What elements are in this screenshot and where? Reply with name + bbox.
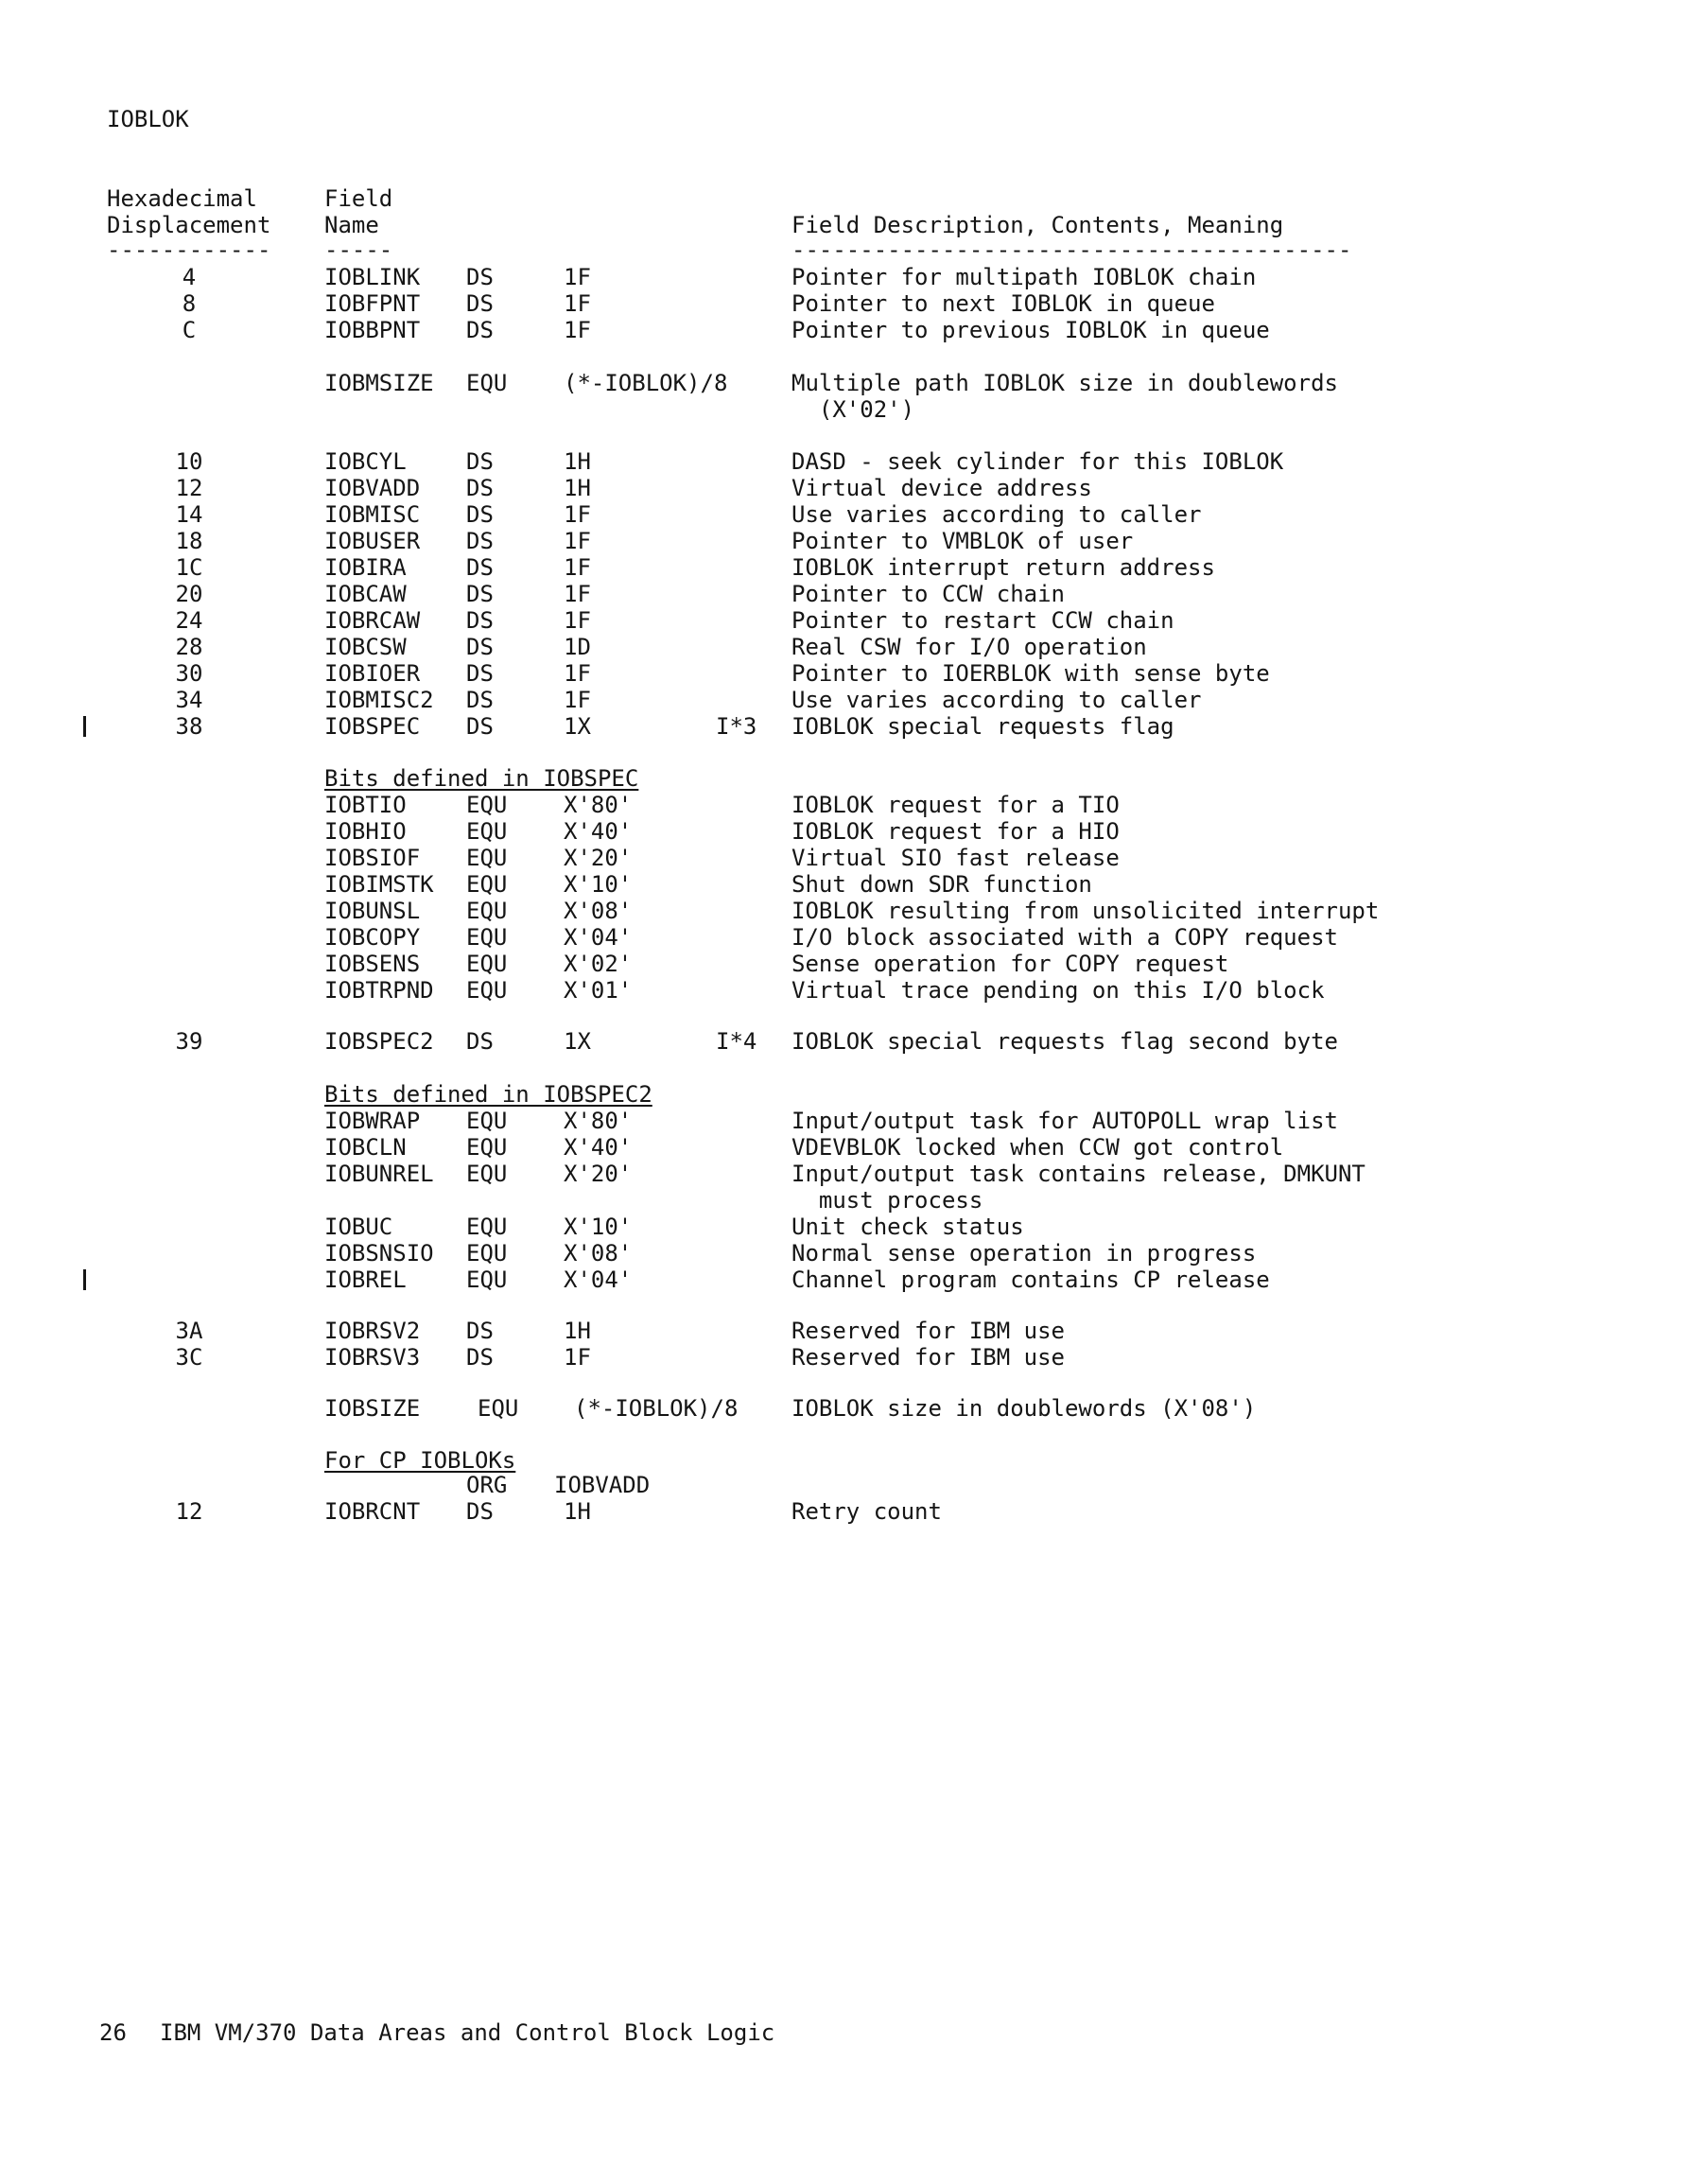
row-field-name: IOBWRAP bbox=[324, 1108, 421, 1134]
row-description: Unit check status bbox=[791, 1214, 1024, 1240]
row-disp: 24 bbox=[175, 607, 203, 634]
row-disp: 12 bbox=[175, 1498, 203, 1525]
row-disp: 3C bbox=[175, 1344, 203, 1371]
row-value: X'04' bbox=[564, 1267, 633, 1293]
row-value: X'08' bbox=[564, 1240, 633, 1267]
row-field-name: IOBRSV3 bbox=[324, 1344, 421, 1371]
row-field-name: IOBSPEC bbox=[324, 713, 421, 740]
row-op: EQU bbox=[466, 1267, 508, 1293]
row-disp: 4 bbox=[182, 264, 197, 290]
row-description: Sense operation for COPY request bbox=[791, 951, 1229, 977]
section-heading: Bits defined in IOBSPEC2 bbox=[324, 1081, 652, 1108]
row-value: 1X bbox=[564, 713, 591, 740]
row-value: 1F bbox=[564, 501, 591, 528]
row-field-name: IOBUNREL bbox=[324, 1161, 434, 1187]
header-rule-hex: ------------ bbox=[107, 236, 271, 263]
row-description: Multiple path IOBLOK size in doublewords bbox=[791, 370, 1338, 396]
row-value: 1F bbox=[564, 554, 591, 581]
row-disp: 10 bbox=[175, 448, 203, 475]
row-value: (*-IOBLOK)/8 bbox=[564, 370, 728, 396]
section-heading: Bits defined in IOBSPEC bbox=[324, 765, 639, 792]
page-number: 26 bbox=[99, 2019, 127, 2046]
row-field-name: IOBUNSL bbox=[324, 898, 421, 924]
row-op: DS bbox=[466, 501, 494, 528]
row-description-continued: must process bbox=[791, 1187, 983, 1214]
row-field-name: IOBRCAW bbox=[324, 607, 421, 634]
row-description: IOBLOK resulting from unsolicited interrupt bbox=[791, 898, 1380, 924]
row-field-name: IOBIRA bbox=[324, 554, 407, 581]
col-header-description: Field Description, Contents, Meaning bbox=[791, 212, 1284, 238]
row-value: 1F bbox=[564, 1344, 591, 1371]
row-value: 1F bbox=[564, 528, 591, 554]
row-value: 1F bbox=[564, 264, 591, 290]
row-value: X'02' bbox=[564, 951, 633, 977]
row-value: 1H bbox=[564, 448, 591, 475]
row-op: DS bbox=[466, 581, 494, 607]
row-description: Virtual SIO fast release bbox=[791, 845, 1120, 871]
revision-bar bbox=[83, 1269, 86, 1290]
row-disp: C bbox=[182, 317, 197, 343]
row-value: 1X bbox=[564, 1028, 591, 1055]
row-disp: 3A bbox=[175, 1318, 203, 1344]
row-op: EQU bbox=[466, 1214, 508, 1240]
row-disp: 34 bbox=[175, 687, 203, 713]
row-op: DS bbox=[466, 634, 494, 660]
row-op: EQU bbox=[466, 845, 508, 871]
row-description: Pointer for multipath IOBLOK chain bbox=[791, 264, 1257, 290]
row-op: DS bbox=[466, 713, 494, 740]
row-description: IOBLOK interrupt return address bbox=[791, 554, 1215, 581]
row-value: X'40' bbox=[564, 1134, 633, 1161]
row-field-name: IOBCYL bbox=[324, 448, 407, 475]
row-description: Pointer to IOERBLOK with sense byte bbox=[791, 660, 1270, 687]
row-disp: 20 bbox=[175, 581, 203, 607]
revision-bar bbox=[83, 716, 86, 737]
row-field-name: IOBUC bbox=[324, 1214, 393, 1240]
col-header-hex-1: Hexadecimal bbox=[107, 185, 257, 212]
row-description: Use varies according to caller bbox=[791, 501, 1202, 528]
row-op: EQU bbox=[478, 1395, 519, 1422]
col-header-hex-2: Displacement bbox=[107, 212, 271, 238]
row-field-name: IOBSIOF bbox=[324, 845, 421, 871]
row-value: 1D bbox=[564, 634, 591, 660]
row-field-name: IOBVADD bbox=[324, 475, 421, 501]
row-disp: 14 bbox=[175, 501, 203, 528]
row-disp: 28 bbox=[175, 634, 203, 660]
row-description: Pointer to previous IOBLOK in queue bbox=[791, 317, 1270, 343]
row-field-name: IOBHIO bbox=[324, 818, 407, 845]
row-op: ORG bbox=[466, 1472, 508, 1498]
row-op: DS bbox=[466, 554, 494, 581]
row-description: Pointer to VMBLOK of user bbox=[791, 528, 1134, 554]
row-disp: 38 bbox=[175, 713, 203, 740]
row-field-name: IOBRSV2 bbox=[324, 1318, 421, 1344]
row-op: DS bbox=[466, 264, 494, 290]
header-rule-name: ----- bbox=[324, 236, 393, 263]
row-op: DS bbox=[466, 687, 494, 713]
row-op: EQU bbox=[466, 898, 508, 924]
row-op: EQU bbox=[466, 818, 508, 845]
row-field-name: IOBSIZE bbox=[324, 1395, 421, 1422]
row-disp: 1C bbox=[175, 554, 203, 581]
page-title: IOBLOK bbox=[107, 106, 189, 132]
row-field-name: IOBUSER bbox=[324, 528, 421, 554]
col-header-field-2: Name bbox=[324, 212, 379, 238]
row-value: 1H bbox=[564, 1318, 591, 1344]
row-field-name: IOBTIO bbox=[324, 792, 407, 818]
row-op: DS bbox=[466, 1318, 494, 1344]
row-description: Input/output task for AUTOPOLL wrap list bbox=[791, 1108, 1338, 1134]
row-description: VDEVBLOK locked when CCW got control bbox=[791, 1134, 1284, 1161]
row-field-name: IOBBPNT bbox=[324, 317, 421, 343]
row-op: DS bbox=[466, 317, 494, 343]
row-description-continued: (X'02') bbox=[791, 396, 915, 423]
row-value: X'20' bbox=[564, 1161, 633, 1187]
row-value: 1F bbox=[564, 290, 591, 317]
section-heading: For CP IOBLOKs bbox=[324, 1447, 516, 1474]
row-description: IOBLOK size in doublewords (X'08') bbox=[791, 1395, 1257, 1422]
row-op: DS bbox=[466, 1344, 494, 1371]
row-field-name: IOBCLN bbox=[324, 1134, 407, 1161]
row-field-name: IOBSNSIO bbox=[324, 1240, 434, 1267]
row-description: Shut down SDR function bbox=[791, 871, 1092, 898]
row-op: EQU bbox=[466, 1108, 508, 1134]
row-op: EQU bbox=[466, 951, 508, 977]
row-description: Normal sense operation in progress bbox=[791, 1240, 1257, 1267]
row-value: 1F bbox=[564, 660, 591, 687]
row-description: Retry count bbox=[791, 1498, 942, 1525]
row-attribute: I*3 bbox=[716, 713, 757, 740]
row-description: I/O block associated with a COPY request bbox=[791, 924, 1338, 951]
row-op: EQU bbox=[466, 1161, 508, 1187]
row-op: DS bbox=[466, 660, 494, 687]
row-description: Reserved for IBM use bbox=[791, 1318, 1065, 1344]
row-disp: 18 bbox=[175, 528, 203, 554]
row-description: IOBLOK request for a HIO bbox=[791, 818, 1120, 845]
row-op: EQU bbox=[466, 1240, 508, 1267]
row-description: IOBLOK special requests flag bbox=[791, 713, 1174, 740]
row-field-name: IOBCAW bbox=[324, 581, 407, 607]
row-description: Channel program contains CP release bbox=[791, 1267, 1270, 1293]
row-attribute: I*4 bbox=[716, 1028, 757, 1055]
row-value: (*-IOBLOK)/8 bbox=[574, 1395, 739, 1422]
row-op: EQU bbox=[466, 370, 508, 396]
row-description: DASD - seek cylinder for this IOBLOK bbox=[791, 448, 1284, 475]
row-op: DS bbox=[466, 475, 494, 501]
row-value: X'40' bbox=[564, 818, 633, 845]
row-field-name: IOBMSIZE bbox=[324, 370, 434, 396]
row-value: 1F bbox=[564, 581, 591, 607]
row-disp: 39 bbox=[175, 1028, 203, 1055]
row-value: X'04' bbox=[564, 924, 633, 951]
col-header-field-1: Field bbox=[324, 185, 393, 212]
row-field-name: IOBMISC bbox=[324, 501, 421, 528]
row-field-name: IOBFPNT bbox=[324, 290, 421, 317]
row-description: Input/output task contains release, DMKUNT bbox=[791, 1161, 1365, 1187]
row-op: EQU bbox=[466, 1134, 508, 1161]
row-description: Reserved for IBM use bbox=[791, 1344, 1065, 1371]
row-description: Virtual trace pending on this I/O block bbox=[791, 977, 1325, 1004]
row-field-name: IOBSPEC2 bbox=[324, 1028, 434, 1055]
row-value: 1F bbox=[564, 687, 591, 713]
row-value: X'01' bbox=[564, 977, 633, 1004]
row-description: IOBLOK special requests flag second byte bbox=[791, 1028, 1338, 1055]
row-description: Use varies according to caller bbox=[791, 687, 1202, 713]
row-op: EQU bbox=[466, 924, 508, 951]
book-title: IBM VM/370 Data Areas and Control Block Logic bbox=[160, 2019, 775, 2046]
row-value: 1H bbox=[564, 475, 591, 501]
row-field-name: IOBREL bbox=[324, 1267, 407, 1293]
row-value: X'80' bbox=[564, 1108, 633, 1134]
row-value: 1H bbox=[564, 1498, 591, 1525]
row-field-name: IOBIOER bbox=[324, 660, 421, 687]
row-description: Pointer to restart CCW chain bbox=[791, 607, 1174, 634]
row-op: DS bbox=[466, 290, 494, 317]
row-value: IOBVADD bbox=[554, 1472, 651, 1498]
row-description: Pointer to CCW chain bbox=[791, 581, 1065, 607]
row-op: EQU bbox=[466, 977, 508, 1004]
row-value: X'20' bbox=[564, 845, 633, 871]
row-value: 1F bbox=[564, 607, 591, 634]
row-field-name: IOBCSW bbox=[324, 634, 407, 660]
row-field-name: IOBIMSTK bbox=[324, 871, 434, 898]
row-op: DS bbox=[466, 1028, 494, 1055]
row-field-name: IOBLINK bbox=[324, 264, 421, 290]
row-description: IOBLOK request for a TIO bbox=[791, 792, 1120, 818]
row-field-name: IOBSENS bbox=[324, 951, 421, 977]
row-disp: 12 bbox=[175, 475, 203, 501]
row-disp: 30 bbox=[175, 660, 203, 687]
row-disp: 8 bbox=[182, 290, 197, 317]
header-rule-desc: ----------------------------------------- bbox=[791, 236, 1352, 263]
row-op: EQU bbox=[466, 871, 508, 898]
row-op: DS bbox=[466, 1498, 494, 1525]
row-value: X'10' bbox=[564, 871, 633, 898]
row-field-name: IOBCOPY bbox=[324, 924, 421, 951]
row-op: DS bbox=[466, 448, 494, 475]
row-field-name: IOBMISC2 bbox=[324, 687, 434, 713]
row-value: 1F bbox=[564, 317, 591, 343]
row-value: X'08' bbox=[564, 898, 633, 924]
row-description: Pointer to next IOBLOK in queue bbox=[791, 290, 1215, 317]
row-description: Virtual device address bbox=[791, 475, 1092, 501]
row-description: Real CSW for I/O operation bbox=[791, 634, 1147, 660]
row-op: DS bbox=[466, 607, 494, 634]
row-value: X'10' bbox=[564, 1214, 633, 1240]
row-op: DS bbox=[466, 528, 494, 554]
row-value: X'80' bbox=[564, 792, 633, 818]
row-field-name: IOBRCNT bbox=[324, 1498, 421, 1525]
row-field-name: IOBTRPND bbox=[324, 977, 434, 1004]
row-op: EQU bbox=[466, 792, 508, 818]
